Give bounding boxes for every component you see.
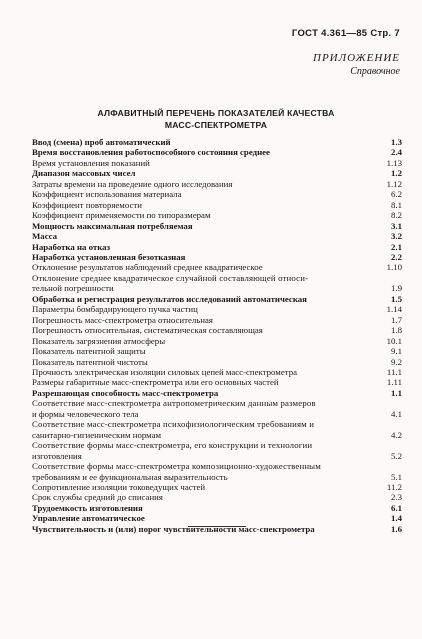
entry-number: 9.2 <box>391 356 402 367</box>
end-rule <box>188 526 246 527</box>
entry-text: Срок службы средний до списания <box>32 492 163 503</box>
entry-number: 8.2 <box>391 210 402 221</box>
entry-text: Соответствие масс-спектрометра психофизиологическим требованиям и <box>32 419 315 430</box>
document-title-line-2: МАСС-СПЕКТРОМЕТРА <box>164 120 268 130</box>
index-entry <box>32 231 402 241</box>
entry-number: 11.1 <box>386 366 402 377</box>
index-entry <box>32 252 402 262</box>
entry-text: Время восстановления работоспособного состояния среднее <box>32 147 270 158</box>
entry-text: Соответствие формы масс-спектрометра, его конструкции и технологии <box>32 440 313 451</box>
entry-text: Сопротивление изоляции токоведущих частей <box>32 481 206 492</box>
entry-text: Коэффициент применяемости по типоразмерам <box>32 210 211 221</box>
index-entry <box>32 315 402 325</box>
index-entry <box>32 430 402 440</box>
appendix-heading <box>313 52 400 77</box>
index-entry <box>32 419 402 429</box>
document-title <box>30 107 402 131</box>
entry-number: 1.8 <box>391 325 402 336</box>
entry-text: Размеры габаритные масс-спектрометра или его основных частей <box>32 377 279 388</box>
entry-text: изготовления <box>32 450 82 461</box>
entry-text: и формы человеческого тела <box>32 408 139 419</box>
index-entry <box>32 377 402 387</box>
entry-text: Затраты времени на проведение одного исследования <box>32 178 233 189</box>
index-entry <box>32 388 402 398</box>
entry-text: Соответствие масс-спектрометра антропометрическим данным размеров <box>32 398 316 409</box>
entry-number: 11.2 <box>386 481 402 492</box>
entry-number: 1.11 <box>386 377 402 388</box>
entry-number: 2.1 <box>391 241 402 252</box>
entry-text: Коэффициент повторяемости <box>32 199 142 210</box>
index-entry <box>32 409 402 419</box>
index-entry <box>32 357 402 367</box>
appendix-title: ПРИЛОЖЕНИЕ <box>313 52 400 64</box>
index-entry <box>32 503 402 513</box>
index-entry <box>32 492 402 502</box>
index-entry <box>32 168 402 178</box>
entry-number: 1.2 <box>391 168 402 179</box>
appendix-subtitle: Справочное <box>350 66 400 77</box>
entry-text: Параметры бомбардирующего пучка частиц <box>32 304 198 315</box>
entry-number: 1.1 <box>391 387 402 398</box>
entry-text: Мощность максимальная потребляемая <box>32 220 193 231</box>
entry-number: 9.1 <box>391 346 402 357</box>
index-list <box>32 137 402 534</box>
index-entry <box>32 273 402 283</box>
entry-number: 2.4 <box>391 147 402 158</box>
entry-number: 6.2 <box>391 189 402 200</box>
entry-text: Наработка на отказ <box>32 241 111 252</box>
entry-text: Показатель патентной чистоты <box>32 356 148 367</box>
index-entry <box>32 325 402 335</box>
index-entry <box>32 158 402 168</box>
index-entry <box>32 147 402 157</box>
entry-number: 2.3 <box>391 492 402 503</box>
entry-text: Масса <box>32 231 58 242</box>
entry-text: Трудоемкость изготовления <box>32 502 143 513</box>
entry-number: 1.14 <box>386 304 402 315</box>
entry-text: Отклонение результатов наблюдений среднее квадратическое <box>32 262 263 273</box>
index-entry <box>32 221 402 231</box>
entry-text: Погрешность масс-спектрометра относительная <box>32 314 213 325</box>
page-header: ГОСТ 4.361—85 Стр. 7 <box>291 28 400 39</box>
index-entry <box>32 189 402 199</box>
entry-number: 2.2 <box>391 251 402 262</box>
index-entry <box>32 336 402 346</box>
index-entry <box>32 472 402 482</box>
entry-number: 5.2 <box>391 450 402 461</box>
index-entry <box>32 294 402 304</box>
entry-number: 1.3 <box>391 137 402 147</box>
entry-number: 1.13 <box>386 157 402 168</box>
entry-text: Погрешность относительная, систематическая составляющая <box>32 325 263 336</box>
index-entry <box>32 367 402 377</box>
entry-number: 10.1 <box>386 335 402 346</box>
entry-text: Коэффициент использования материала <box>32 189 182 200</box>
entry-number: 4.2 <box>391 429 402 440</box>
document-title-line-1: АЛФАВИТНЫЙ ПЕРЕЧЕНЬ ПОКАЗАТЕЛЕЙ КАЧЕСТВА <box>97 108 335 118</box>
entry-text: Чувствительность и (или) порог чувствительности масс-спектрометра <box>32 523 315 534</box>
index-entry <box>32 451 402 461</box>
entry-number: 4.1 <box>391 408 402 419</box>
entry-text: Ввод (смена) проб автоматический <box>32 137 171 147</box>
entry-text: Отклонение среднее квадратическое случайной составляющей относи- <box>32 272 309 283</box>
entry-text: требованиям и ее функциональная выразительность <box>32 471 228 482</box>
entry-number: 6.1 <box>391 502 402 513</box>
index-entry <box>32 346 402 356</box>
entry-number: 1.5 <box>391 293 402 304</box>
entry-text: Время установления показаний <box>32 157 150 168</box>
index-entry <box>32 242 402 252</box>
index-entry <box>32 440 402 450</box>
entry-text: Соответствие формы масс-спектрометра композиционно-художественным <box>32 461 321 472</box>
index-entry <box>32 461 402 471</box>
entry-number: 1.6 <box>391 523 402 534</box>
entry-number: 3.2 <box>391 231 402 242</box>
entry-number: 1.10 <box>386 262 402 273</box>
index-entry <box>32 137 402 147</box>
entry-text: Обработка и регистрация результатов исследований автоматическая <box>32 293 307 304</box>
entry-number: 1.9 <box>391 283 402 294</box>
entry-number: 1.12 <box>386 178 402 189</box>
index-entry <box>32 513 402 523</box>
entry-text: Управление автоматическое <box>32 513 145 524</box>
entry-number: 5.1 <box>391 471 402 482</box>
entry-number: 1.4 <box>391 513 402 524</box>
entry-text: Диапазон массовых чисел <box>32 168 136 179</box>
index-entry <box>32 482 402 492</box>
index-entry <box>32 210 402 220</box>
index-entry <box>32 398 402 408</box>
index-entry <box>32 304 402 314</box>
entry-text: Показатель патентной защиты <box>32 346 146 357</box>
entry-text: тельной погрешности <box>32 283 114 294</box>
entry-text: Разрешающая способность масс-спектрометра <box>32 387 219 398</box>
entry-text: Показатель загрязнения атмосферы <box>32 335 166 346</box>
entry-text: Прочность электрическая изоляции силовых цепей масс-спектрометра <box>32 366 297 377</box>
entry-number: 8.1 <box>391 199 402 210</box>
index-entry <box>32 179 402 189</box>
entry-text: Наработка установленная безотказная <box>32 251 186 262</box>
index-entry <box>32 200 402 210</box>
entry-text: санитарно-гигиеническим нормам <box>32 429 162 440</box>
entry-number: 3.1 <box>391 220 402 231</box>
index-entry <box>32 262 402 272</box>
entry-number: 1.7 <box>391 314 402 325</box>
index-entry <box>32 283 402 293</box>
